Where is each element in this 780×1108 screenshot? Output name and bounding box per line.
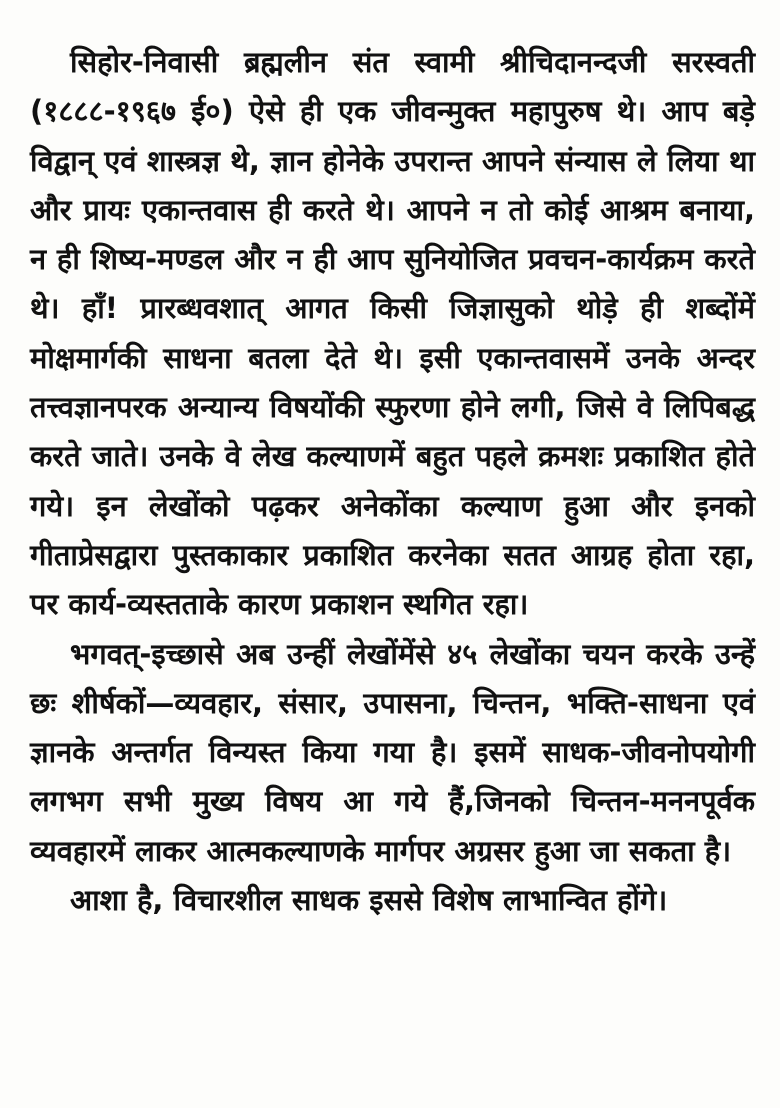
- paragraph-selection: भगवत्-इच्छासे अब उन्हीं लेखोंमेंसे ४५ लेखोंका चयन करके उन्हें छः शीर्षकों—व्यवहार, संसार, उपासना, चिन्तन, भक्ति-साधना एवं ज्ञानके अन्तर्गत विन्यस्त किया गया है। इसमें साधक-जीवनोपयोगी लगभग सभी मुख्य विषय आ गये हैं,जिनको चिन्तन-मननपूर्वक व्यवहारमें लाकर आत्मकल्याणके मार्गपर अग्रसर हुआ जा सकता है।: [30, 636, 755, 868]
- paragraph-closing: आशा है, विचारशील साधक इससे विशेष लाभान्वित होंगे।: [70, 883, 668, 918]
- paragraph-intro: सिहोर-निवासी ब्रह्मलीन संत स्वामी श्रीचिदानन्दजी सरस्वती (१८८८-१९६७ ई०) ऐसे ही एक जीवन्मुक्त महापुरुष थे। आप बड़े विद्वान् एवं शास्त्रज्ञ थे, ज्ञान होनेके उपरान्त आपने संन्यास ले लिया था और प्रायः एकान्तवास ही करते थे। आपने न तो कोई आश्रम बनाया, न ही शिष्य-मण्डल और न ही आप सुनियोजित प्रवचन-कार्यक्रम करते थे। हाँ! प्रारब्धवशात् आगत किसी जिज्ञासुको थोड़े ही शब्दोंमें मोक्षमार्गकी साधना बतला देते थे। इसी एकान्तवासमें उनके अन्दर तत्त्वज्ञानपरक अन्यान्य विषयोंकी स्फुरणा होने लगी, जिसे वे लिपिबद्ध करते जाते। उनके वे लेख कल्याणमें बहुत पहले क्रमशः प्रकाशित होते गये। इन लेखोंको पढ़कर अनेकोंका कल्याण हुआ और इनको गीताप्रेसद्वारा पुस्तकाकार प्रकाशित करनेका सतत आग्रह होता रहा, पर कार्य-व्यस्तताके कारण प्रकाशन स्थगित रहा।: [30, 45, 755, 622]
- body-text: [30, 38, 755, 925]
